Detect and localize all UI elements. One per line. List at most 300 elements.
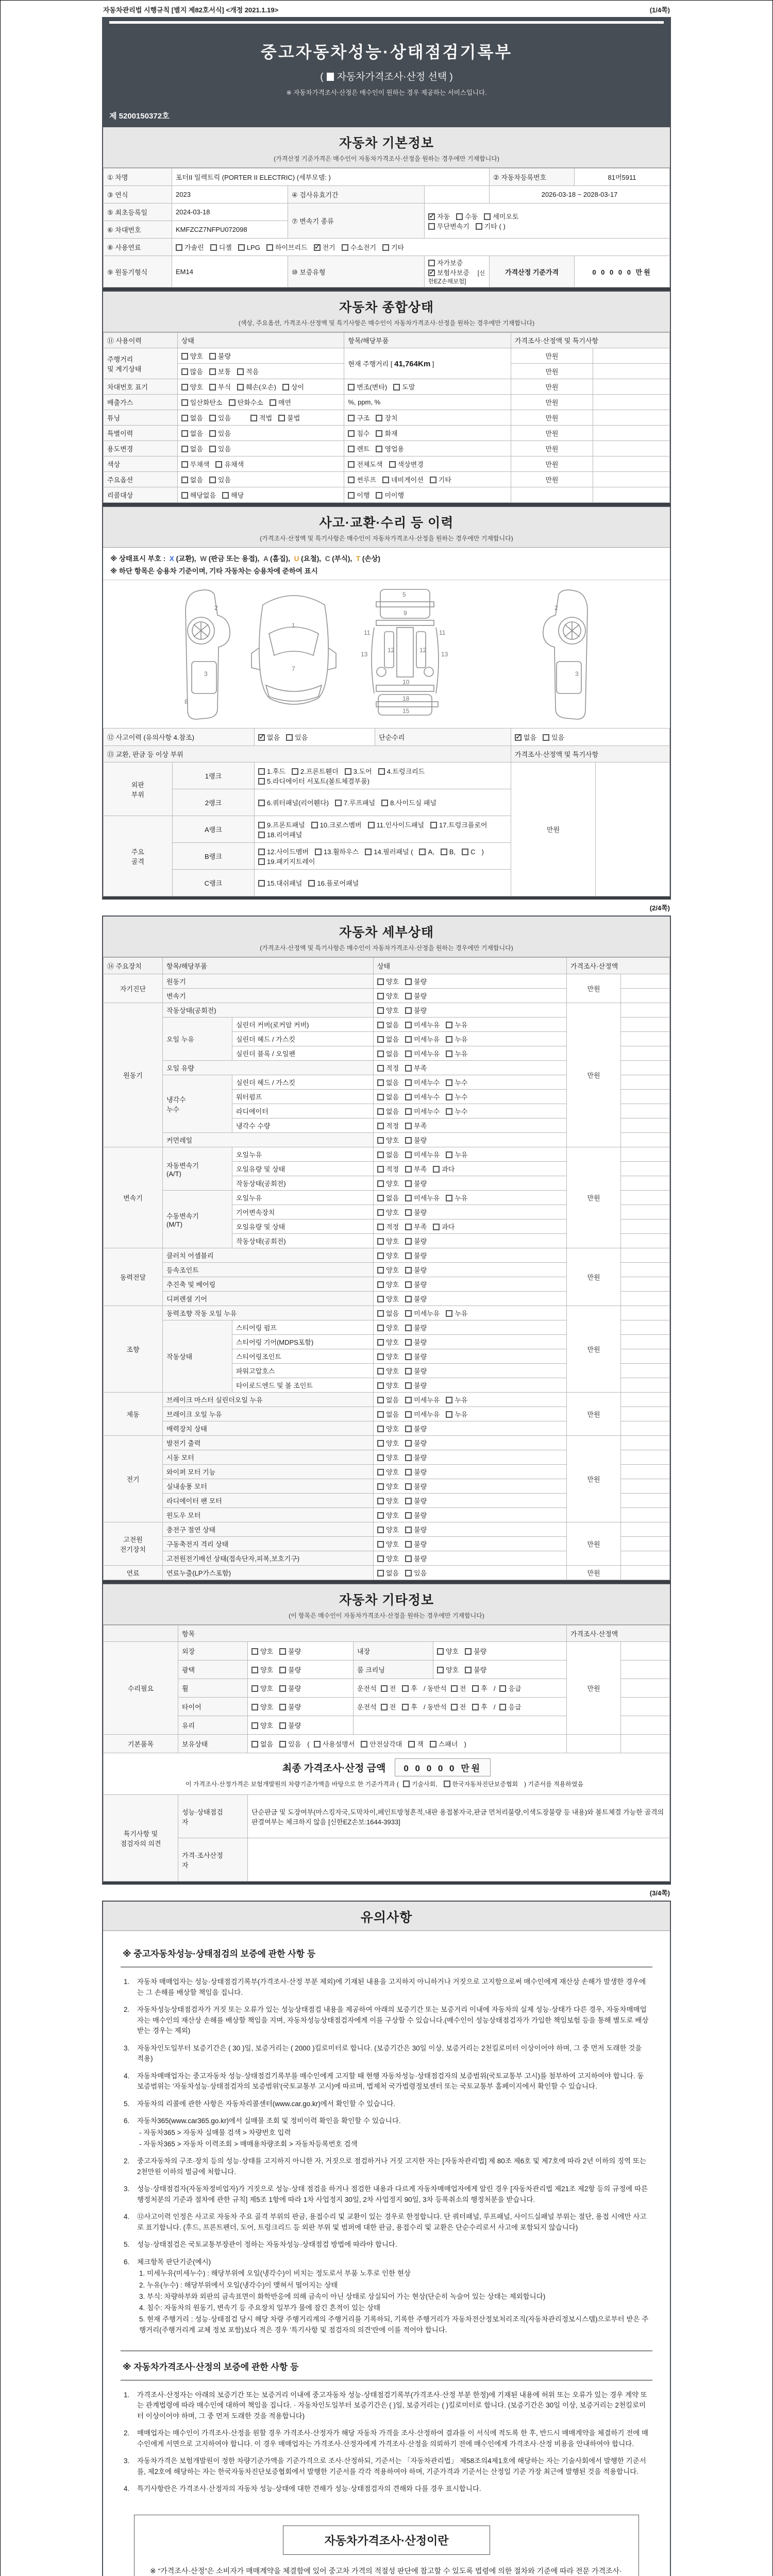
checkbox-불량[interactable] bbox=[279, 1685, 286, 1692]
checkbox-적음[interactable] bbox=[237, 368, 244, 375]
checkbox-label: 없음 bbox=[386, 1151, 399, 1159]
checkbox-불량[interactable] bbox=[405, 1498, 412, 1504]
checkbox-불량[interactable] bbox=[405, 1541, 412, 1548]
static-text: / bbox=[493, 1703, 496, 1711]
checkbox-보험사보증[interactable] bbox=[428, 269, 435, 276]
checkbox-스패너[interactable] bbox=[430, 1741, 436, 1748]
checkbox-적정[interactable] bbox=[377, 1224, 384, 1230]
page-marker-2: (2/4쪽) bbox=[649, 904, 670, 912]
checkbox-부족[interactable] bbox=[405, 1166, 412, 1173]
panel-group-label: 주요 골격 bbox=[104, 816, 173, 896]
checkbox-화재[interactable] bbox=[376, 430, 382, 437]
checkbox-label: 불량 bbox=[288, 1703, 301, 1711]
checkbox-10.크로스멤버[interactable] bbox=[311, 822, 318, 828]
checkbox-양호[interactable] bbox=[251, 1722, 258, 1729]
rank-label: C랭크 bbox=[172, 870, 254, 896]
checkbox-2.프론트휀더[interactable] bbox=[292, 768, 298, 775]
checkbox-도말[interactable] bbox=[393, 384, 400, 391]
svg-text:5: 5 bbox=[402, 591, 406, 598]
checkbox-없음[interactable] bbox=[377, 1397, 384, 1403]
checkbox-많음[interactable] bbox=[181, 368, 188, 375]
checkbox-잭[interactable] bbox=[408, 1741, 415, 1748]
title-banner bbox=[102, 17, 671, 126]
checkbox-없음[interactable] bbox=[251, 1741, 258, 1748]
checkbox-미세누유[interactable] bbox=[405, 1036, 412, 1043]
price-survey-select: ( 자동차가격조사·산정 선택 ) bbox=[320, 72, 453, 82]
checkbox-label: 양호 bbox=[386, 1367, 399, 1375]
checkbox-양호[interactable] bbox=[377, 1353, 384, 1360]
checkbox-label: 유채색 bbox=[224, 461, 244, 468]
checkbox-과다[interactable] bbox=[433, 1224, 440, 1230]
checkbox-누유[interactable] bbox=[446, 1411, 452, 1418]
notice-item: 5. 자동차의 리콜에 관한 사항은 자동차리콜센터(www.car.go.kr)에서 확인할 수 있습니다. bbox=[124, 2099, 396, 2108]
checkbox-양호[interactable] bbox=[181, 384, 188, 391]
checkbox-불량[interactable] bbox=[405, 1426, 412, 1432]
checkbox-label: 불량 bbox=[414, 1367, 427, 1375]
checkbox-있음[interactable] bbox=[543, 734, 549, 741]
checkbox-전체도색[interactable] bbox=[348, 461, 355, 468]
checkbox-양호[interactable] bbox=[251, 1648, 258, 1655]
checkbox-불량[interactable] bbox=[405, 1382, 412, 1389]
checkbox-누유[interactable] bbox=[446, 1310, 452, 1317]
checkbox-과다[interactable] bbox=[433, 1166, 440, 1173]
checkbox-상이[interactable] bbox=[282, 384, 289, 391]
item-label: 변속기 bbox=[163, 989, 374, 1003]
checkbox-15.대쉬패널[interactable] bbox=[258, 880, 265, 887]
checkbox-전[interactable] bbox=[381, 1704, 388, 1710]
checkbox-전[interactable] bbox=[451, 1685, 458, 1692]
checkbox-불량[interactable] bbox=[405, 1527, 412, 1533]
checkbox-누유[interactable] bbox=[446, 1195, 452, 1201]
sub-item-label: 오일유량 및 상태 bbox=[232, 1219, 374, 1234]
checkbox-없음[interactable] bbox=[181, 477, 188, 483]
checkbox-18.리어패널[interactable] bbox=[258, 832, 265, 838]
checkbox-label: 기타 bbox=[438, 476, 451, 484]
checkbox-label: 적정 bbox=[386, 1165, 399, 1173]
checkbox-보통[interactable] bbox=[209, 368, 216, 375]
checkbox-label: 불량 bbox=[414, 1540, 427, 1548]
checkbox-C[interactable] bbox=[462, 849, 468, 855]
checkbox-양호[interactable] bbox=[377, 1483, 384, 1490]
checkbox-label: 불량 bbox=[414, 1382, 427, 1389]
notice-item: 2. 매매업자는 매수인이 가격조사·산정을 원할 경우 가격조사·산정자가 해당 자동차 가격을 조사·산정하여 결과를 이 서식에 적도록 한 후, 반드시 매매계약을 체결하기 전에 매수인에게 서면으로 고지하여야 합니다. 이 경우 매매업자는 가격조사·산정자에게 가격조사·산정을 의뢰하기 전에 매수인에게 가격조사·산정 비용을 안내하여야 합니다. bbox=[124, 2429, 649, 2448]
checkbox-누수[interactable] bbox=[446, 1108, 452, 1115]
checkbox-label: 불량 bbox=[414, 1281, 427, 1289]
checkbox-불량[interactable] bbox=[405, 1209, 412, 1216]
checkbox-label: 불량 bbox=[414, 1468, 427, 1476]
checkbox-B,[interactable] bbox=[441, 849, 447, 855]
device-label: 변속기 bbox=[104, 1147, 163, 1248]
static-text: ) bbox=[464, 1740, 466, 1748]
checkbox-네비게이션[interactable] bbox=[382, 477, 389, 483]
checkbox-양호[interactable] bbox=[251, 1704, 258, 1710]
checkbox-양호[interactable] bbox=[437, 1648, 444, 1655]
checkbox-하이브리드[interactable] bbox=[266, 244, 273, 251]
checkbox-미세누유[interactable] bbox=[405, 1310, 412, 1317]
checkbox-label: 양호 bbox=[446, 1648, 459, 1655]
checkbox-불량[interactable] bbox=[405, 1555, 412, 1562]
checkbox-불량[interactable] bbox=[405, 1512, 412, 1519]
checkbox-label: 불량 bbox=[414, 1324, 427, 1332]
checkbox-없음[interactable] bbox=[377, 1195, 384, 1201]
checkbox-불량[interactable] bbox=[209, 353, 216, 360]
checkbox-매연[interactable] bbox=[270, 399, 276, 406]
checkbox-무채색[interactable] bbox=[181, 461, 188, 468]
checkbox-label: 양호 bbox=[260, 1703, 274, 1711]
checkbox-누유[interactable] bbox=[446, 1397, 452, 1403]
checkbox-적정[interactable] bbox=[377, 1166, 384, 1173]
checkbox-label: 18.리어패널 bbox=[267, 831, 303, 839]
checkbox-전[interactable] bbox=[381, 1685, 388, 1692]
checkbox-label: 부족 bbox=[414, 1122, 427, 1130]
checkbox-안전삼각대[interactable] bbox=[361, 1741, 367, 1748]
checkbox-누수[interactable] bbox=[446, 1094, 452, 1100]
checkbox-label: 불량 bbox=[414, 1555, 427, 1563]
symbol-U: U bbox=[294, 555, 299, 563]
checkbox-미세누수[interactable] bbox=[405, 1094, 412, 1100]
checkbox-있음[interactable] bbox=[209, 415, 216, 421]
checkbox-양호[interactable] bbox=[377, 1238, 384, 1245]
checkbox-없음[interactable] bbox=[181, 415, 188, 421]
checkbox-양호[interactable] bbox=[251, 1667, 258, 1673]
checkbox-불량[interactable] bbox=[405, 1180, 412, 1187]
checkbox-양호[interactable] bbox=[377, 1498, 384, 1504]
checkbox-불량[interactable] bbox=[405, 1007, 412, 1014]
checkbox-한국자동차진단보증협회[interactable] bbox=[444, 1781, 450, 1787]
checkbox-미세누유[interactable] bbox=[405, 1022, 412, 1028]
usage-history-label: 색상 bbox=[104, 456, 178, 472]
checkbox-불량[interactable] bbox=[405, 1339, 412, 1346]
checkbox-16.플로어패널[interactable] bbox=[308, 880, 315, 887]
item-label: 구동축전지 격리 상태 bbox=[163, 1537, 374, 1551]
section-subtitle: (가격조사·산정액 및 특기사항은 매수인이 자동차가격조사·산정을 원하는 경우에만 기재합니다) bbox=[260, 944, 513, 952]
checkbox-양호[interactable] bbox=[377, 1541, 384, 1548]
notice-sub-item: 5. 현재 주행거리 : 성능·상태점검 당시 해당 차량 주행거리계의 주행거리를 기록하되, 기록한 주행거리가 자동차전산정보처리조직(자동차관리정보시스템)으로부터 받은 주행거리(주행거리계 교체 정보 포함)보다 적은 경우 '특기사항 및 점검자의 의견'란에 이를 적어야 합니다. bbox=[139, 2315, 649, 2334]
item-label: 와이퍼 모터 기능 bbox=[163, 1465, 374, 1479]
checkbox-누유[interactable] bbox=[446, 1050, 452, 1057]
checkbox-없음[interactable] bbox=[258, 734, 265, 741]
checkbox-양호[interactable] bbox=[377, 1512, 384, 1519]
checkbox-불량[interactable] bbox=[405, 1252, 412, 1259]
checkbox-5.라디에이터 서포트(볼트체결부품)[interactable] bbox=[258, 778, 265, 785]
checkbox-label: 색상변경 bbox=[397, 461, 424, 468]
checkbox-label: 보통 bbox=[217, 368, 231, 376]
checkbox-후[interactable] bbox=[472, 1685, 479, 1692]
checkbox-누유[interactable] bbox=[446, 1022, 452, 1028]
svg-text:10: 10 bbox=[402, 679, 410, 686]
checkbox-양호[interactable] bbox=[251, 1685, 258, 1692]
checkbox-양호[interactable] bbox=[377, 1426, 384, 1432]
svg-text:3: 3 bbox=[575, 670, 579, 677]
checkbox-12.사이드멤버[interactable] bbox=[258, 849, 265, 855]
checkbox-불량[interactable] bbox=[279, 1722, 286, 1729]
checkbox-없음[interactable] bbox=[181, 430, 188, 437]
checkbox-label: 있음 bbox=[217, 445, 231, 453]
checkbox-양호[interactable] bbox=[377, 1267, 384, 1274]
checkbox-양호[interactable] bbox=[377, 1368, 384, 1375]
checkbox-있음[interactable] bbox=[279, 1741, 286, 1748]
checkbox-미세누유[interactable] bbox=[405, 1411, 412, 1418]
price-cell bbox=[511, 487, 593, 503]
checkbox-label: 불량 bbox=[288, 1666, 301, 1674]
checkbox-미세누수[interactable] bbox=[405, 1108, 412, 1115]
checkbox-불량[interactable] bbox=[405, 1368, 412, 1375]
checkbox-7.루프패널[interactable] bbox=[335, 800, 342, 806]
checkbox-label: 없음 bbox=[190, 445, 203, 453]
checkbox-양호[interactable] bbox=[377, 978, 384, 985]
price-cell: 만원 bbox=[567, 974, 621, 1003]
checkbox-기타[interactable] bbox=[382, 244, 389, 251]
checkbox-label: LPG bbox=[246, 244, 260, 251]
checkbox-세미오토[interactable] bbox=[484, 213, 491, 220]
checkbox-후[interactable] bbox=[402, 1685, 409, 1692]
checkbox-미세누유[interactable] bbox=[405, 1151, 412, 1158]
checkbox-색상변경[interactable] bbox=[389, 461, 396, 468]
checkbox-양호[interactable] bbox=[181, 353, 188, 360]
checkbox-양호[interactable] bbox=[377, 1296, 384, 1302]
checkbox-적법[interactable] bbox=[250, 415, 257, 421]
checkbox-응급[interactable] bbox=[499, 1704, 506, 1710]
checkbox-누유[interactable] bbox=[446, 1036, 452, 1043]
checkbox-label: 2.프론트휀더 bbox=[300, 767, 339, 775]
checkbox-불량[interactable] bbox=[405, 1137, 412, 1144]
checkbox-label: 사용설명서 bbox=[322, 1740, 355, 1748]
checkbox-양호[interactable] bbox=[377, 1440, 384, 1447]
checkbox-불량[interactable] bbox=[405, 1267, 412, 1274]
checkbox-수동[interactable] bbox=[456, 213, 463, 220]
checkbox-label: 양호 bbox=[446, 1666, 459, 1674]
device-label: 원동기 bbox=[104, 1003, 163, 1147]
checkbox-썬루프[interactable] bbox=[348, 477, 355, 483]
checkbox-양호[interactable] bbox=[377, 993, 384, 999]
checkbox-후[interactable] bbox=[472, 1704, 479, 1710]
checkbox-양호[interactable] bbox=[437, 1667, 444, 1673]
svg-text:1: 1 bbox=[292, 622, 295, 629]
checkbox-디젤[interactable] bbox=[210, 244, 217, 251]
svg-text:12: 12 bbox=[419, 647, 427, 654]
checkbox-없음[interactable] bbox=[377, 1570, 384, 1577]
checkbox-1.후드[interactable] bbox=[258, 768, 265, 775]
service-note: ※ 자동차가격조사·산정은 매수인이 원하는 경우 제공하는 서비스입니다. bbox=[286, 89, 487, 96]
checkbox-없음[interactable] bbox=[377, 1411, 384, 1418]
checkbox-부족[interactable] bbox=[405, 1065, 412, 1072]
static-text: / bbox=[493, 1685, 496, 1692]
checkbox-불량[interactable] bbox=[279, 1648, 286, 1655]
svg-text:11: 11 bbox=[364, 629, 371, 636]
checkbox-해당없음[interactable] bbox=[181, 492, 188, 499]
checkbox-label: 불량 bbox=[414, 992, 427, 1000]
checkbox-없음[interactable] bbox=[377, 1022, 384, 1028]
usage-history-label: 주요옵션 bbox=[104, 472, 178, 487]
checkbox-전기[interactable] bbox=[314, 244, 321, 251]
checkbox-없음[interactable] bbox=[377, 1108, 384, 1115]
checkbox-19.패키지트레이[interactable] bbox=[258, 858, 265, 865]
checkbox-label: 불량 bbox=[288, 1648, 301, 1655]
checkbox-없음[interactable] bbox=[377, 1050, 384, 1057]
checkbox-label: 누유 bbox=[455, 1151, 468, 1159]
checkbox-기술사회,[interactable] bbox=[403, 1781, 410, 1787]
checkbox-누유[interactable] bbox=[446, 1151, 452, 1158]
checkbox-기타 ( )[interactable] bbox=[476, 223, 482, 230]
misc-info-table: 항목 가격조사·산정액 수리필요 외장 양호 불량 내장 양호 불량 만원 광택 양호 불량 룸 크리닝 양호 불량 휠 양호 불량 운전석 전 후 / 동반석 전 후 / 응급 타이어 양호 불량 운전석 전 후 / 동반석 전 후 / 응급 유리 양호 불량 기본품목 보유상태 없음 있음 ( 사용설명서 안전삼각대 잭 스패너 ) 최종 가격조사·산정 금액 0 0 0 0 0 만원 이 가격조사·산정가격은 보험개발원의 차량기준가액을 바탕으로 한 기준가격과 ( 기술사회, 한국자동차진단보증협회 ) 기준서를 적용하였음 특기사항 및 점검자의 의견 성능·상태점검 자 단순판금 및 도장여부(마스킹자국,도막차이,페인트방청흔적,내판 용접봉자국,판금 먼처리불량,이색도장불량 등 내용)와 볼트체결 가능한 골격의 판결여부는 체크하지 않음 [신한EZ손보:1644-3933] 가격·조사산정 자 bbox=[103, 1625, 670, 1882]
checkbox-양호[interactable] bbox=[377, 1555, 384, 1562]
checkbox-가솔린[interactable] bbox=[176, 244, 182, 251]
checkbox-11.인사이드패널[interactable] bbox=[368, 822, 375, 828]
checkbox-영업용[interactable] bbox=[376, 446, 382, 452]
svg-text:9: 9 bbox=[404, 609, 407, 617]
checkbox-label: 없음 bbox=[190, 430, 203, 437]
checkbox-있음[interactable] bbox=[209, 477, 216, 483]
checkbox-미세누유[interactable] bbox=[405, 1397, 412, 1403]
checkbox-불량[interactable] bbox=[405, 978, 412, 985]
checkbox-불량[interactable] bbox=[279, 1667, 286, 1673]
checkbox-없음[interactable] bbox=[377, 1079, 384, 1086]
checkbox-8.사이드실 패널[interactable] bbox=[381, 800, 388, 806]
filled-checkbox-icon[interactable] bbox=[327, 73, 334, 81]
checkbox-불량[interactable] bbox=[405, 1440, 412, 1447]
checkbox-응급[interactable] bbox=[499, 1685, 506, 1692]
checkbox-양호[interactable] bbox=[377, 1180, 384, 1187]
checkbox-불량[interactable] bbox=[405, 1353, 412, 1360]
checkbox-불량[interactable] bbox=[405, 1469, 412, 1476]
notice-header bbox=[103, 1901, 670, 1931]
checkbox-17.트렁크플로어[interactable] bbox=[430, 822, 437, 828]
sub-item-label: 오일누유 bbox=[232, 1147, 374, 1162]
checkbox-유채색[interactable] bbox=[215, 461, 222, 468]
checkbox-label: 없음 bbox=[386, 1108, 399, 1115]
section-basic-info bbox=[102, 126, 671, 291]
checkbox-양호[interactable] bbox=[377, 1339, 384, 1346]
checkbox-수소전기[interactable] bbox=[342, 244, 348, 251]
item-label: 외장 bbox=[178, 1642, 248, 1660]
checkbox-양호[interactable] bbox=[377, 1252, 384, 1259]
section-accident-history bbox=[102, 506, 671, 900]
checkbox-없음[interactable] bbox=[377, 1151, 384, 1158]
checkbox-없음[interactable] bbox=[181, 446, 188, 452]
accident-repair-table: ⑫ 사고이력 (유의사항 4.참조) ✓ 없음 있음 단순수리 ✓ 없음 있음 ⑬ 교환, 판금 등 이상 부위 가격조사·산정액 및 특기사항 외판 부위 1랭크 1.후드 2.프론트휀더 3.도어 4.트렁크리드 5.라디에이터 서포트(볼트체결부품) 만원 2랭크 6.쿼터패널(리어휀다) 7.루프패널 8.사이드실 패널 주요 골격 A랭크 9.프론트패널 10.크로스멤버 11.인사이드패널 17.트렁크플로어 18.리어패널 B랭크 12.사이드멤버 13.휠하우스 14.필러패널 ( A, B, C ) 19.패키지트레이 C랭크 15.대쉬패널 16.플로어패널 bbox=[103, 728, 670, 896]
checkbox-미세누수[interactable] bbox=[405, 1079, 412, 1086]
checkbox-4.트렁크리드[interactable] bbox=[378, 768, 385, 775]
checkbox-불량[interactable] bbox=[405, 1325, 412, 1331]
checkbox-양호[interactable] bbox=[377, 1454, 384, 1461]
checkbox-적정[interactable] bbox=[377, 1065, 384, 1072]
checkbox-양호[interactable] bbox=[377, 1007, 384, 1014]
checkbox-불량[interactable] bbox=[465, 1648, 472, 1655]
checkbox-불량[interactable] bbox=[405, 1281, 412, 1288]
checkbox-label: 양호 bbox=[386, 1007, 399, 1014]
checkbox-자가보증[interactable] bbox=[428, 260, 435, 266]
checkbox-이행[interactable] bbox=[348, 492, 355, 499]
checkbox-label: 3.도어 bbox=[353, 767, 372, 775]
checkbox-불량[interactable] bbox=[279, 1704, 286, 1710]
checkbox-불량[interactable] bbox=[405, 1483, 412, 1490]
checkbox-있음[interactable] bbox=[286, 734, 293, 741]
sub-item-label: 작동상태(공회전) bbox=[232, 1176, 374, 1191]
sub-item-label: 오일유량 및 상태 bbox=[232, 1162, 374, 1176]
checkbox-없음[interactable] bbox=[377, 1094, 384, 1100]
checkbox-무단변속기[interactable] bbox=[428, 223, 435, 230]
checkbox-양호[interactable] bbox=[377, 1281, 384, 1288]
sub-item-label: 실린더 헤드 / 가스킷 bbox=[232, 1032, 374, 1046]
checkbox-미세누유[interactable] bbox=[405, 1050, 412, 1057]
checkbox-label: 불량 bbox=[414, 1526, 427, 1534]
checkbox-없음[interactable] bbox=[377, 1036, 384, 1043]
checkbox-있음[interactable] bbox=[405, 1570, 412, 1577]
checkbox-부식[interactable] bbox=[209, 384, 216, 391]
checkbox-부족[interactable] bbox=[405, 1224, 412, 1230]
checkbox-9.프론트패널[interactable] bbox=[258, 822, 265, 828]
checkbox-A,[interactable] bbox=[419, 849, 426, 855]
checkbox-불량[interactable] bbox=[405, 1238, 412, 1245]
checkbox-3.도어[interactable] bbox=[345, 768, 351, 775]
checkbox-해당[interactable] bbox=[222, 492, 229, 499]
price-cell: 만원 bbox=[567, 1003, 621, 1147]
checkbox-양호[interactable] bbox=[377, 1209, 384, 1216]
checkbox-양호[interactable] bbox=[377, 1469, 384, 1476]
checkbox-사용설명서[interactable] bbox=[314, 1741, 321, 1748]
checkbox-침수[interactable] bbox=[348, 430, 355, 437]
checkbox-label: 적법 bbox=[259, 414, 273, 422]
checkbox-구조[interactable] bbox=[348, 415, 355, 421]
checkbox-누수[interactable] bbox=[446, 1079, 452, 1086]
checkbox-미이행[interactable] bbox=[376, 492, 382, 499]
checkbox-없음[interactable] bbox=[515, 734, 522, 741]
checkbox-렌트[interactable] bbox=[348, 446, 355, 452]
checkbox-전[interactable] bbox=[451, 1704, 458, 1710]
checkbox-없음[interactable] bbox=[377, 1310, 384, 1317]
detail-state-header bbox=[103, 916, 670, 957]
checkbox-label: 양호 bbox=[386, 1512, 399, 1519]
checkbox-13.휠하우스[interactable] bbox=[315, 849, 322, 855]
checkbox-6.쿼터패널(리어휀다)[interactable] bbox=[258, 800, 265, 806]
checkbox-미세누유[interactable] bbox=[405, 1195, 412, 1201]
checkbox-label: 16.플로어패널 bbox=[317, 879, 359, 887]
checkbox-14.필러패널 ([interactable] bbox=[365, 849, 372, 855]
checkbox-label: 불량 bbox=[414, 1497, 427, 1505]
item-label: 수동변속기 (M/T) bbox=[163, 1191, 232, 1248]
checkbox-탄화수소[interactable] bbox=[229, 399, 236, 406]
checkbox-기타[interactable] bbox=[430, 477, 436, 483]
checkbox-자동[interactable] bbox=[428, 213, 435, 220]
checkbox-있음[interactable] bbox=[209, 446, 216, 452]
checkbox-변조(변타)[interactable] bbox=[348, 384, 355, 391]
checkbox-label: 양호 bbox=[386, 1497, 399, 1505]
checkbox-양호[interactable] bbox=[377, 1325, 384, 1331]
checkbox-후[interactable] bbox=[402, 1704, 409, 1710]
checkbox-불량[interactable] bbox=[405, 993, 412, 999]
checkbox-양호[interactable] bbox=[377, 1137, 384, 1144]
checkbox-label: 누유 bbox=[455, 1194, 468, 1202]
checkbox-불량[interactable] bbox=[465, 1667, 472, 1673]
checkbox-label: 없음 bbox=[267, 734, 280, 741]
checkbox-불량[interactable] bbox=[405, 1296, 412, 1302]
checkbox-양호[interactable] bbox=[377, 1382, 384, 1389]
checkbox-장치[interactable] bbox=[376, 415, 382, 421]
checkbox-불법[interactable] bbox=[278, 415, 285, 421]
checkbox-불량[interactable] bbox=[405, 1454, 412, 1461]
checkbox-label: 양호 bbox=[386, 1483, 399, 1490]
checkbox-있음[interactable] bbox=[209, 430, 216, 437]
checkbox-일산화탄소[interactable] bbox=[181, 399, 188, 406]
checkbox-label: 19.패키지트레이 bbox=[267, 857, 315, 866]
checkbox-label: 14.필러패널 ( bbox=[374, 848, 413, 856]
checkbox-훼손(오손)[interactable] bbox=[237, 384, 244, 391]
sub-item-label: 실린더 커버(로커암 커버) bbox=[232, 1018, 374, 1032]
checkbox-LPG[interactable] bbox=[238, 244, 245, 251]
checkbox-양호[interactable] bbox=[377, 1527, 384, 1533]
checkbox-적정[interactable] bbox=[377, 1123, 384, 1129]
checkbox-부족[interactable] bbox=[405, 1123, 412, 1129]
